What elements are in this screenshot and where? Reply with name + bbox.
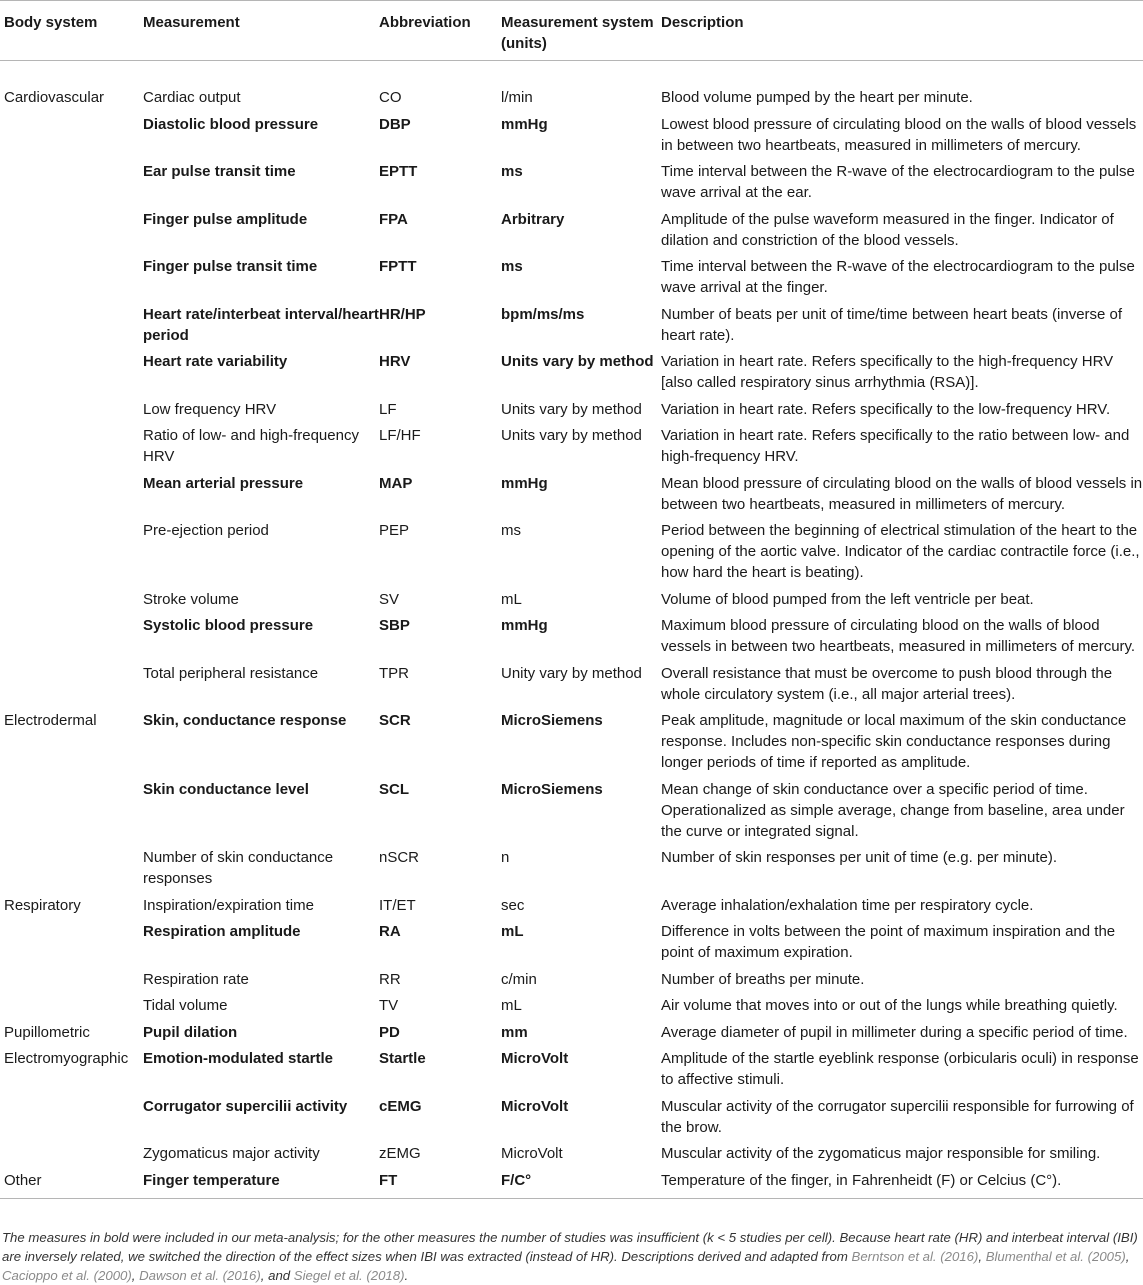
cell-description: Mean change of skin conductance over a specific period of time. Operationalized as simple average, change from baseline, area under the curve or integrated signal. — [661, 780, 1125, 840]
footnote-end: . — [404, 1268, 409, 1283]
table-row — [0, 710, 1143, 779]
cell-body-system: Cardiovascular — [4, 89, 105, 106]
table-body — [0, 61, 1143, 1199]
cell-body-system — [0, 1096, 143, 1144]
cell-units: Unity vary by method — [501, 664, 642, 682]
cell-description: Muscular activity of the corrugator supercilii responsible for furrowing of the brow. — [661, 1097, 1134, 1136]
table-row — [0, 995, 1143, 1022]
cell-body-system — [0, 473, 143, 521]
cell-description: Mean blood pressure of circulating blood on the walls of blood vessels in between two heartbeats, measured in millimeters of mercury. — [661, 474, 1143, 513]
table-header — [0, 1, 1143, 61]
cell-abbreviation: EPTT — [379, 163, 418, 180]
cell-measurement: Diastolic blood pressure — [143, 115, 319, 133]
cell-measurement: Heart rate/interbeat interval/heart period — [143, 305, 379, 344]
reference-link[interactable]: Blumenthal et al. (2005) — [985, 1249, 1126, 1264]
table-row — [0, 921, 1143, 969]
cell-measurement: Finger pulse amplitude — [143, 210, 308, 228]
cell-abbreviation: HR/HP — [379, 305, 426, 323]
cell-description: Volume of blood pumped from the left ventricle per beat. — [661, 590, 1034, 608]
table-row — [0, 256, 1143, 304]
cell-abbreviation: FPA — [379, 210, 408, 228]
header-body-system: Body system — [0, 1, 143, 61]
cell-description: Time interval between the R-wave of the electrocardiogram to the pulse wave arrival at the finger. — [661, 258, 1135, 296]
cell-units: Units vary by method — [501, 353, 654, 370]
cell-units: mL — [501, 590, 522, 608]
table-row — [0, 1143, 1143, 1170]
cell-abbreviation: TPR — [379, 664, 409, 682]
cell-body-system — [0, 615, 143, 663]
cell-description: Number of skin responses per unit of time (e.g. per minute). — [661, 849, 1058, 866]
cell-description: Peak amplitude, magnitude or local maximum of the skin conductance response. Includes non-specific skin conductance responses during longer periods of time if reported as amplitude. — [661, 712, 1127, 771]
cell-description: Lowest blood pressure of circulating blood on the walls of blood vessels in between two heartbeats, measured in millimeters of mercury. — [661, 115, 1137, 154]
cell-units: ms — [501, 258, 523, 275]
cell-measurement: Heart rate variability — [143, 353, 288, 370]
table-row — [0, 1048, 1143, 1096]
cell-body-system — [0, 161, 143, 209]
table-row — [0, 615, 1143, 663]
cell-abbreviation: TV — [379, 997, 399, 1014]
table-row — [0, 304, 1143, 352]
cell-measurement: Skin, conductance response — [143, 712, 347, 729]
cell-description: Air volume that moves into or out of the lungs while breathing quietly. — [661, 997, 1118, 1014]
table-row — [0, 473, 1143, 521]
cell-units: ms — [501, 163, 523, 180]
cell-measurement: Zygomaticus major activity — [143, 1145, 320, 1162]
header-abbreviation: Abbreviation — [379, 1, 501, 61]
cell-abbreviation: HRV — [379, 353, 411, 370]
cell-units: MicroVolt — [501, 1145, 563, 1162]
cell-abbreviation: CO — [379, 89, 402, 106]
cell-body-system: Electrodermal — [4, 712, 97, 729]
table-row — [0, 61, 1143, 114]
cell-description: Temperature of the finger, in Fahrenheidt (F) or Celcius (C°). — [661, 1170, 1143, 1199]
cell-measurement: Emotion-modulated startle — [143, 1050, 334, 1067]
cell-body-system — [0, 663, 143, 711]
table-row — [0, 1022, 1143, 1049]
cell-abbreviation: LF — [379, 400, 397, 418]
cell-body-system — [0, 921, 143, 969]
header-measurement: Measurement — [143, 1, 379, 61]
cell-measurement: Corrugator supercilii activity — [143, 1097, 348, 1115]
cell-abbreviation: nSCR — [379, 849, 420, 866]
footnote-separator: , — [131, 1268, 140, 1283]
footnote-separator: , and — [260, 1268, 294, 1283]
cell-abbreviation: cEMG — [379, 1097, 422, 1115]
cell-description: Amplitude of the pulse waveform measured in the finger. Indicator of dilation and constriction of the blood vessels. — [661, 210, 1114, 249]
table-row — [0, 1096, 1143, 1144]
cell-measurement: Mean arterial pressure — [143, 474, 304, 492]
cell-units: Arbitrary — [501, 210, 565, 228]
cell-description: Maximum blood pressure of circulating blood on the walls of blood vessels in between two heartbeats, measured in millimeters of mercury. — [661, 617, 1136, 655]
cell-body-system: Respiratory — [4, 896, 81, 914]
cell-abbreviation: zEMG — [379, 1145, 421, 1162]
cell-description: Average inhalation/exhalation time per respiratory cycle. — [661, 896, 1034, 914]
cell-abbreviation: RR — [379, 970, 401, 988]
table-row — [0, 351, 1143, 399]
cell-measurement: Finger temperature — [143, 1170, 379, 1199]
cell-body-system: Electromyographic — [4, 1050, 129, 1067]
cell-description: Average diameter of pupil in millimeter during a specific period of time. — [661, 1023, 1128, 1041]
cell-units: bpm/ms/ms — [501, 305, 585, 323]
cell-units: n — [501, 849, 510, 866]
cell-units: mmHg — [501, 115, 548, 133]
cell-measurement: Stroke volume — [143, 590, 239, 608]
cell-body-system — [0, 256, 143, 304]
cell-description: Difference in volts between the point of maximum inspiration and the point of maximum expiration. — [661, 923, 1116, 961]
cell-measurement: Ear pulse transit time — [143, 163, 296, 180]
cell-measurement: Skin conductance level — [143, 780, 309, 798]
cell-units: Units vary by method — [501, 427, 642, 444]
table-row — [0, 425, 1143, 473]
table-row — [0, 209, 1143, 257]
cell-body-system — [0, 847, 143, 895]
cell-abbreviation: RA — [379, 923, 401, 940]
cell-description: Number of breaths per minute. — [661, 970, 865, 988]
table-footnote — [2, 1228, 1140, 1285]
cell-body-system — [0, 399, 143, 426]
cell-abbreviation: SCR — [379, 712, 411, 729]
cell-measurement: Cardiac output — [143, 89, 241, 106]
table-row — [0, 114, 1143, 162]
table-row — [0, 663, 1143, 711]
cell-body-system — [0, 425, 143, 473]
cell-description: Variation in heart rate. Refers specifically to the high-frequency HRV [also called respiratory sinus arrhythmia (RSA)]. — [661, 353, 1114, 391]
cell-description: Time interval between the R-wave of the electrocardiogram to the pulse wave arrival at the ear. — [661, 163, 1135, 201]
header-units: Measurement system (units) — [501, 1, 661, 61]
cell-description: Period between the beginning of electrical stimulation of the heart to the opening of the aortic valve. Indicator of the cardiac contractile force (i.e., how hard the heart is beating). — [661, 522, 1140, 581]
table-row — [0, 779, 1143, 848]
cell-body-system — [0, 114, 143, 162]
header-description: Description — [661, 1, 1143, 61]
cell-body-system — [0, 520, 143, 589]
cell-description: Overall resistance that must be overcome to push blood through the whole circulatory system (i.e., all major arterial trees). — [661, 664, 1113, 703]
table-row — [0, 520, 1143, 589]
cell-body-system: Other — [0, 1170, 143, 1199]
table-row — [0, 895, 1143, 922]
header-row — [0, 1, 1143, 61]
table-row — [0, 589, 1143, 616]
reference-link[interactable]: Cacioppo et al. (2000) — [2, 1268, 132, 1283]
table-row — [0, 161, 1143, 209]
cell-abbreviation: MAP — [379, 474, 413, 492]
cell-abbreviation: DBP — [379, 115, 411, 133]
cell-units: mL — [501, 923, 524, 940]
reference-link[interactable]: Siegel et al. (2018) — [293, 1268, 405, 1283]
cell-units: sec — [501, 896, 525, 914]
reference-link[interactable]: Berntson et al. (2016) — [851, 1249, 979, 1264]
cell-body-system: Pupillometric — [4, 1023, 90, 1041]
cell-measurement: Pupil dilation — [143, 1023, 238, 1041]
cell-abbreviation: PD — [379, 1023, 400, 1041]
cell-units: F/C° — [501, 1170, 661, 1199]
table-row — [0, 399, 1143, 426]
cell-units: Units vary by method — [501, 400, 642, 418]
cell-measurement: Number of skin conductance responses — [143, 849, 334, 887]
cell-description: Muscular activity of the zygomaticus major responsible for smiling. — [661, 1145, 1101, 1162]
cell-measurement: Respiration amplitude — [143, 923, 301, 940]
cell-description: Variation in heart rate. Refers specifically to the ratio between low- and high-frequency HRV. — [661, 427, 1130, 465]
cell-abbreviation: SBP — [379, 617, 410, 634]
cell-body-system — [0, 304, 143, 352]
table-row — [0, 847, 1143, 895]
cell-units: mmHg — [501, 474, 548, 492]
cell-measurement: Tidal volume — [143, 997, 228, 1014]
cell-abbreviation: Startle — [379, 1050, 426, 1067]
cell-units: mm — [501, 1023, 528, 1041]
cell-measurement: Inspiration/expiration time — [143, 896, 314, 914]
cell-units: MicroSiemens — [501, 780, 603, 798]
cell-units: MicroVolt — [501, 1097, 569, 1115]
cell-body-system — [0, 1143, 143, 1170]
cell-description: Variation in heart rate. Refers specifically to the low-frequency HRV. — [661, 400, 1111, 418]
cell-abbreviation: IT/ET — [379, 896, 416, 914]
cell-body-system — [0, 779, 143, 848]
reference-link[interactable]: Dawson et al. (2016) — [139, 1268, 261, 1283]
cell-abbreviation: PEP — [379, 522, 410, 539]
cell-description: Blood volume pumped by the heart per minute. — [661, 89, 973, 106]
cell-measurement: Finger pulse transit time — [143, 258, 318, 275]
cell-body-system — [0, 995, 143, 1022]
cell-abbreviation: LF/HF — [379, 427, 421, 444]
cell-units: c/min — [501, 970, 537, 988]
cell-units: ms — [501, 522, 521, 539]
table-row — [0, 1170, 1143, 1199]
cell-abbreviation: SCL — [379, 780, 409, 798]
footnote-separator: , — [978, 1249, 986, 1264]
table-row — [0, 969, 1143, 996]
footnote-separator: , — [1125, 1249, 1130, 1264]
cell-body-system — [0, 589, 143, 616]
cell-abbreviation: FT — [379, 1170, 501, 1199]
cell-abbreviation: SV — [379, 590, 400, 608]
cell-units: MicroVolt — [501, 1050, 569, 1067]
cell-units: l/min — [501, 89, 533, 106]
cell-body-system — [0, 209, 143, 257]
cell-measurement: Ratio of low- and high-frequency HRV — [143, 427, 359, 465]
cell-measurement: Respiration rate — [143, 970, 249, 988]
cell-measurement: Systolic blood pressure — [143, 617, 314, 634]
cell-abbreviation: FPTT — [379, 258, 417, 275]
cell-body-system — [0, 969, 143, 996]
cell-measurement: Total peripheral resistance — [143, 664, 319, 682]
cell-description: Number of beats per unit of time/time between heart beats (inverse of heart rate). — [661, 305, 1123, 344]
cell-description: Amplitude of the startle eyeblink response (orbicularis oculi) in response to affective stimuli. — [661, 1050, 1139, 1088]
cell-units: mL — [501, 997, 522, 1014]
footnote-text: The measures in bold were included in our meta-analysis; for the other measures the number of studies was insufficient (k < 5 studies per cell). Because heart rate (HR) and interbeat interval (IBI) are inversely related, we switched the direction of the effect sizes when IBI was extracted (instead of HR). Descriptions derived and adapted from — [2, 1230, 1138, 1264]
cell-units: MicroSiemens — [501, 712, 603, 729]
cell-body-system — [0, 351, 143, 399]
cell-measurement: Pre-ejection period — [143, 522, 269, 539]
cell-units: mmHg — [501, 617, 548, 634]
cell-measurement: Low frequency HRV — [143, 400, 277, 418]
